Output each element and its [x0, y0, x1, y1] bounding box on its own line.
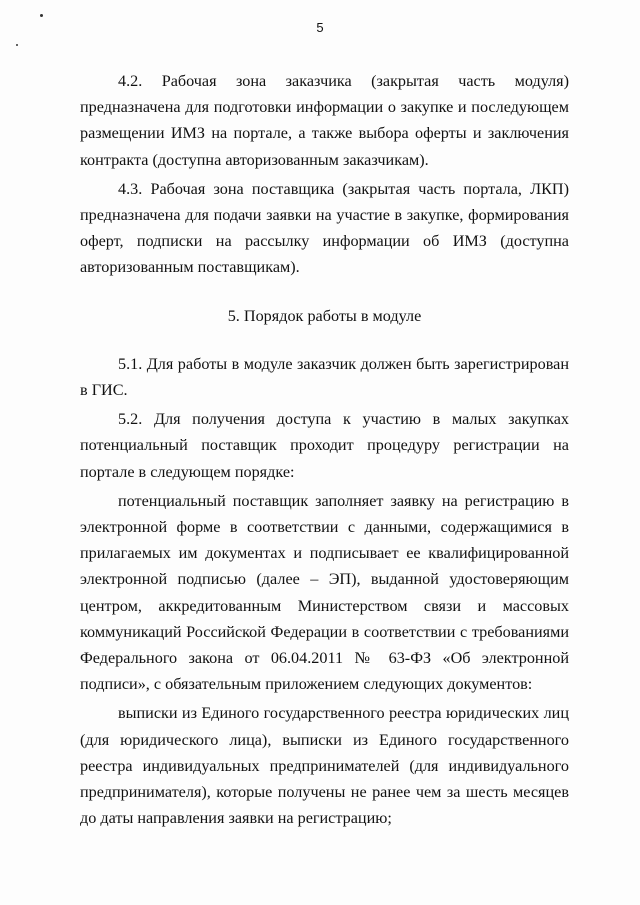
- document-body: [80, 68, 569, 831]
- section-5-heading: 5. Порядок работы в модуле: [227, 306, 422, 325]
- scan-speck: [16, 44, 18, 46]
- paragraph-extracts: выписки из Единого государственного реестра юридических лиц (для юридического лица), выписки из Единого государственного реестра индивидуальных предпринимателей (для индивидуального предпринимателя), которые получены не ранее чем за шесть месяцев до даты направления заявки на регистрацию;: [80, 704, 569, 828]
- scan-speck: [40, 14, 43, 17]
- paragraph-5-2: 5.2. Для получения доступа к участию в малых закупках потенциальный поставщик проходит процедуру регистрации на портале в следующем порядке:: [80, 410, 569, 481]
- paragraph-4-2: 4.2. Рабочая зона заказчика (закрытая часть модуля) предназначена для подготовки информации о закупке и последующем размещении ИМЗ на портале, а также выбора оферты и заключения контракта (доступна авторизованным заказчикам).: [80, 72, 569, 169]
- paragraph-5-1: 5.1. Для работы в модуле заказчик должен быть зарегистрирован в ГИС.: [80, 354, 569, 400]
- paragraph-application: потенциальный поставщик заполняет заявку на регистрацию в электронной форме в соответствии с данными, содержащимися в прилагаемых им документах и подписывает ее квалифицированной электронной подписью (далее – ЭП), выданной удостоверяющим центром, аккредитованным Министерством связи и массовых коммуникаций Российской Федерации в соответствии с требованиями Федерального закона от 06.04.2011 № 63-ФЗ «Об электронной подписи», с обязательным приложением следующих документов:: [80, 491, 569, 694]
- page-number: 5: [316, 20, 324, 35]
- paragraph-4-3: 4.3. Рабочая зона поставщика (закрытая часть портала, ЛКП) предназначена для подачи заявки на участие в закупке, формирования оферт, подписки на рассылку информации об ИМЗ (доступна авторизованным поставщикам).: [80, 179, 569, 277]
